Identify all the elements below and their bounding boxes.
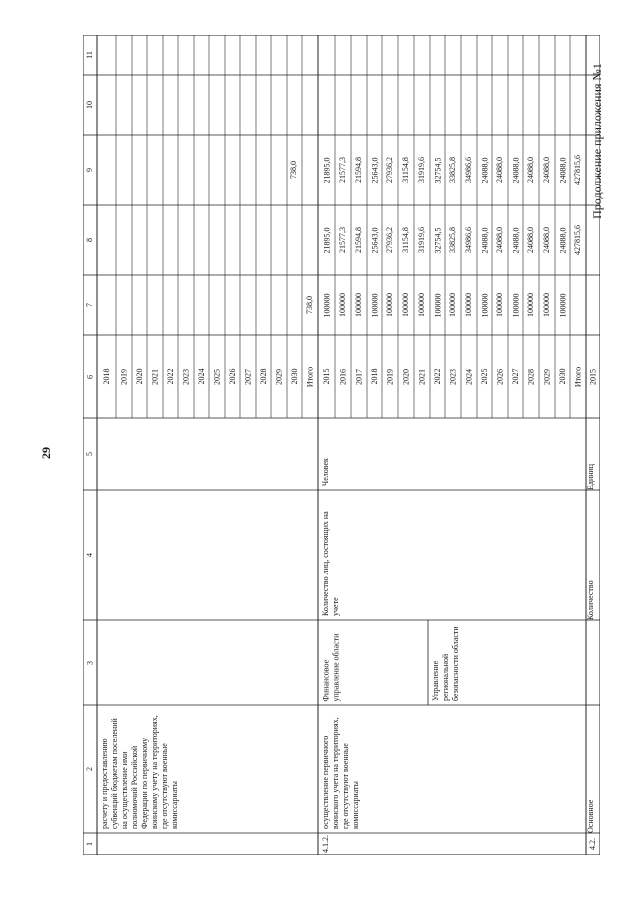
value-cell: 31919,6 xyxy=(417,227,426,253)
responsible-body: Финансовое управление области xyxy=(321,633,340,701)
year-cell: 2020 xyxy=(401,368,410,385)
column-number: 4 xyxy=(85,553,94,557)
row-description: Основное xyxy=(586,799,595,833)
value-cell: 24088,0 xyxy=(542,157,551,183)
value-cell: 24088,0 xyxy=(511,227,520,253)
year-cell: 2026 xyxy=(228,368,237,385)
value-cell: 21577,3 xyxy=(338,227,347,253)
year-cell: 2025 xyxy=(212,368,221,385)
year-cell: 2022 xyxy=(433,368,442,385)
value-cell: 100000 xyxy=(354,293,363,317)
year-cell: 2018 xyxy=(370,368,379,385)
continuation-title: Продолжение приложения №1 xyxy=(590,63,604,219)
year-cell: 2015 xyxy=(322,368,331,385)
value-cell: 100000 xyxy=(480,293,489,317)
page-number: 29 xyxy=(39,447,53,459)
year-cell: 2021 xyxy=(417,368,426,385)
value-cell: 32754,5 xyxy=(433,227,442,253)
year-cell: 2027 xyxy=(243,368,252,385)
value-cell: 21895,0 xyxy=(322,157,331,183)
responsible-body: Управление региональной безопасности области xyxy=(431,626,460,701)
total-value: 738,0 xyxy=(289,161,298,179)
value-cell: 25643,0 xyxy=(370,227,379,253)
value-cell: 33825,8 xyxy=(448,227,457,253)
row-number: 4.1.2. xyxy=(321,835,330,853)
value-cell: 24088,0 xyxy=(558,227,567,253)
year-cell: 2019 xyxy=(119,368,128,385)
value-cell: 100000 xyxy=(448,293,457,317)
value-cell: 24088,0 xyxy=(558,157,567,183)
column-number: 5 xyxy=(85,452,94,456)
value-cell: 21895,0 xyxy=(322,227,331,253)
year-cell: 2030 xyxy=(558,368,567,385)
column-number: 1 xyxy=(85,842,94,846)
value-cell: 31154,8 xyxy=(401,227,410,253)
value-cell: 100000 xyxy=(464,293,473,317)
year-cell: 2024 xyxy=(197,368,206,385)
unit: Единиц xyxy=(586,463,595,490)
value-cell: 100000 xyxy=(433,293,442,317)
year-cell: 2019 xyxy=(385,368,394,385)
year-cell: 2028 xyxy=(259,368,268,385)
value-cell: 100000 xyxy=(322,293,331,317)
row-description: осуществление первичного воинского учета на территориях, где отсутствуют военные комиссариаты xyxy=(321,717,360,829)
rotated-table xyxy=(83,35,600,855)
value-cell: 31919,6 xyxy=(417,157,426,183)
value-cell: 100000 xyxy=(417,293,426,317)
value-cell: 24088,0 xyxy=(526,157,535,183)
year-cell: 2030 xyxy=(290,368,299,385)
value-cell: 100000 xyxy=(370,293,379,317)
year-cell: 2020 xyxy=(135,368,144,385)
indicator: Количество лиц, состоящих на учете xyxy=(321,511,340,616)
year-cell: 2027 xyxy=(511,368,520,385)
total-label: Итого xyxy=(305,366,314,387)
year-cell: 2017 xyxy=(354,368,363,385)
column-number: 11 xyxy=(85,51,94,59)
value-cell: 34986,6 xyxy=(464,157,473,183)
column-number: 3 xyxy=(85,660,94,665)
year-cell: 2016 xyxy=(338,368,347,385)
value-cell: 100000 xyxy=(338,293,347,317)
value-cell: 100000 xyxy=(526,293,535,317)
year-cell: 2023 xyxy=(181,368,190,385)
row-number: 4.2. xyxy=(588,838,597,850)
value-cell: 27936,2 xyxy=(385,227,394,253)
year-cell: 2021 xyxy=(150,368,159,385)
column-number: 6 xyxy=(85,374,94,379)
value-cell: 100000 xyxy=(511,293,520,317)
value-cell: 34986,6 xyxy=(464,227,473,253)
column-number: 7 xyxy=(85,303,94,307)
row-description: расчету и предоставлению субвенций бюджетам поселений на осуществление ими полномочий Российской Федерации по первичному воинскому учету на территориях, где отсутствуют военные комиссариаты xyxy=(100,715,179,829)
value-cell: 27936,2 xyxy=(385,157,394,183)
column-number: 8 xyxy=(85,238,94,242)
value-cell: 100000 xyxy=(558,293,567,317)
total-label: Итого xyxy=(573,366,582,387)
year-cell: 2023 xyxy=(448,368,457,385)
value-cell: 24088,0 xyxy=(511,157,520,183)
total-value: 427815,6 xyxy=(573,155,582,185)
year-cell: 2028 xyxy=(526,368,535,385)
year-cell: 2026 xyxy=(495,368,504,385)
value-cell: 100000 xyxy=(401,293,410,317)
year-cell: 2029 xyxy=(274,368,283,385)
column-number: 10 xyxy=(85,101,94,109)
value-cell: 21594,8 xyxy=(354,227,363,253)
value-cell: 100000 xyxy=(495,293,504,317)
column-number: 2 xyxy=(85,767,94,771)
indicator: Количество xyxy=(586,580,595,620)
total-value: 427815,6 xyxy=(573,225,582,255)
value-cell: 100000 xyxy=(542,293,551,317)
value-cell: 31154,8 xyxy=(401,157,410,183)
year-cell: 2018 xyxy=(102,368,111,385)
value-cell: 24088,0 xyxy=(542,227,551,253)
value-cell: 25643,0 xyxy=(370,157,379,183)
value-cell: 24088,0 xyxy=(495,157,504,183)
value-cell: 24088,0 xyxy=(495,227,504,253)
year-cell: 2025 xyxy=(480,368,489,385)
value-cell: 32754,5 xyxy=(433,157,442,183)
total-value: 738,0 xyxy=(305,296,314,314)
value-cell: 24088,0 xyxy=(526,227,535,253)
year-cell: 2024 xyxy=(464,368,473,385)
value-cell: 33825,8 xyxy=(448,157,457,183)
unit: Человек xyxy=(321,458,330,486)
value-cell: 24088,0 xyxy=(480,227,489,253)
column-number: 9 xyxy=(85,168,94,172)
value-cell: 100000 xyxy=(385,293,394,317)
year-cell: 2015 xyxy=(588,368,597,385)
value-cell: 24088,0 xyxy=(480,157,489,183)
value-cell: 21577,3 xyxy=(338,157,347,183)
year-cell: 2022 xyxy=(166,368,175,385)
value-cell: 21594,8 xyxy=(354,157,363,183)
year-cell: 2029 xyxy=(542,368,551,385)
